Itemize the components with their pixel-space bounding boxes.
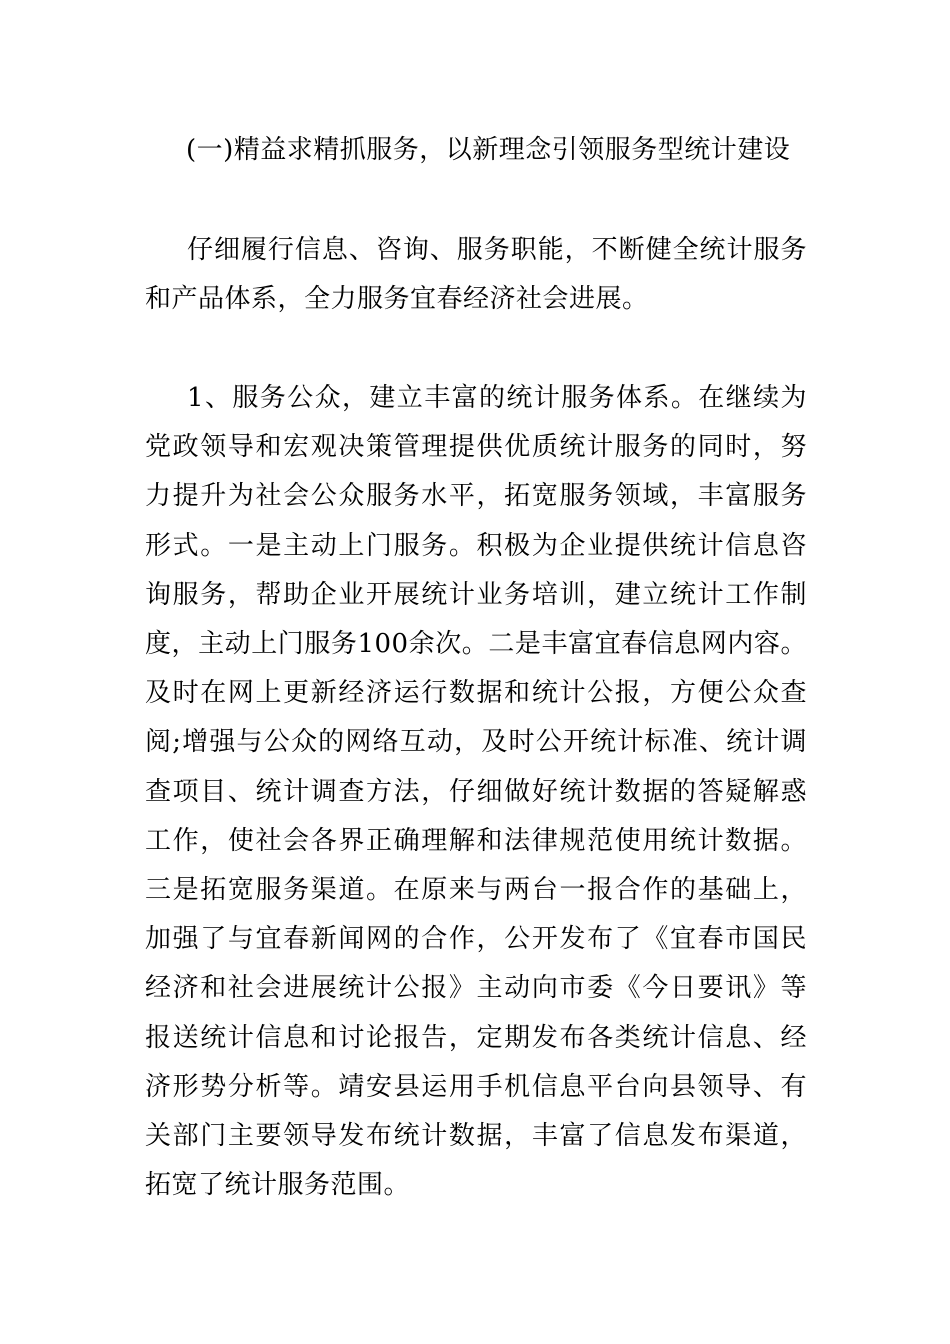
paragraph-intro: 仔细履行信息、咨询、服务职能，不断健全统计服务和产品体系，全力服务宜春经济社会进展。 — [145, 235, 807, 315]
paragraph-public-service: 1、服务公众，建立丰富的统计服务体系。在继续为党政领导和宏观决策管理提供优质统计服务的同时，努力提升为社会公众服务水平，拓宽服务领域，丰富服务形式。一是主动上门服务。积极为企业提供统计信息咨询服务，帮助企业开展统计业务培训，建立统计工作制度，主动上门服务100余次。二是丰富宜春信息网内容。及时在网上更新经济运行数据和统计公报，方便公众查阅;增强与公众的网络互动，及时公开统计标准、统计调查项目、统计调查方法，仔细做好统计数据的答疑解惑工作，使社会各界正确理解和法律规范使用统计数据。三是拓宽服务渠道。在原来与两台一报合作的基础上，加强了与宜春新闻网的合作，公开发布了《宜春市国民经济和社会进展统计公报》主动向市委《今日要讯》等报送统计信息和讨论报告，定期发布各类统计信息、经济形势分析等。靖安县运用手机信息平台向县领导、有关部门主要领导发布统计数据，丰富了信息发布渠道，拓宽了统计服务范围。 — [145, 383, 807, 1201]
section-heading: (一)精益求精抓服务，以新理念引领服务型统计建设 — [186, 135, 791, 165]
